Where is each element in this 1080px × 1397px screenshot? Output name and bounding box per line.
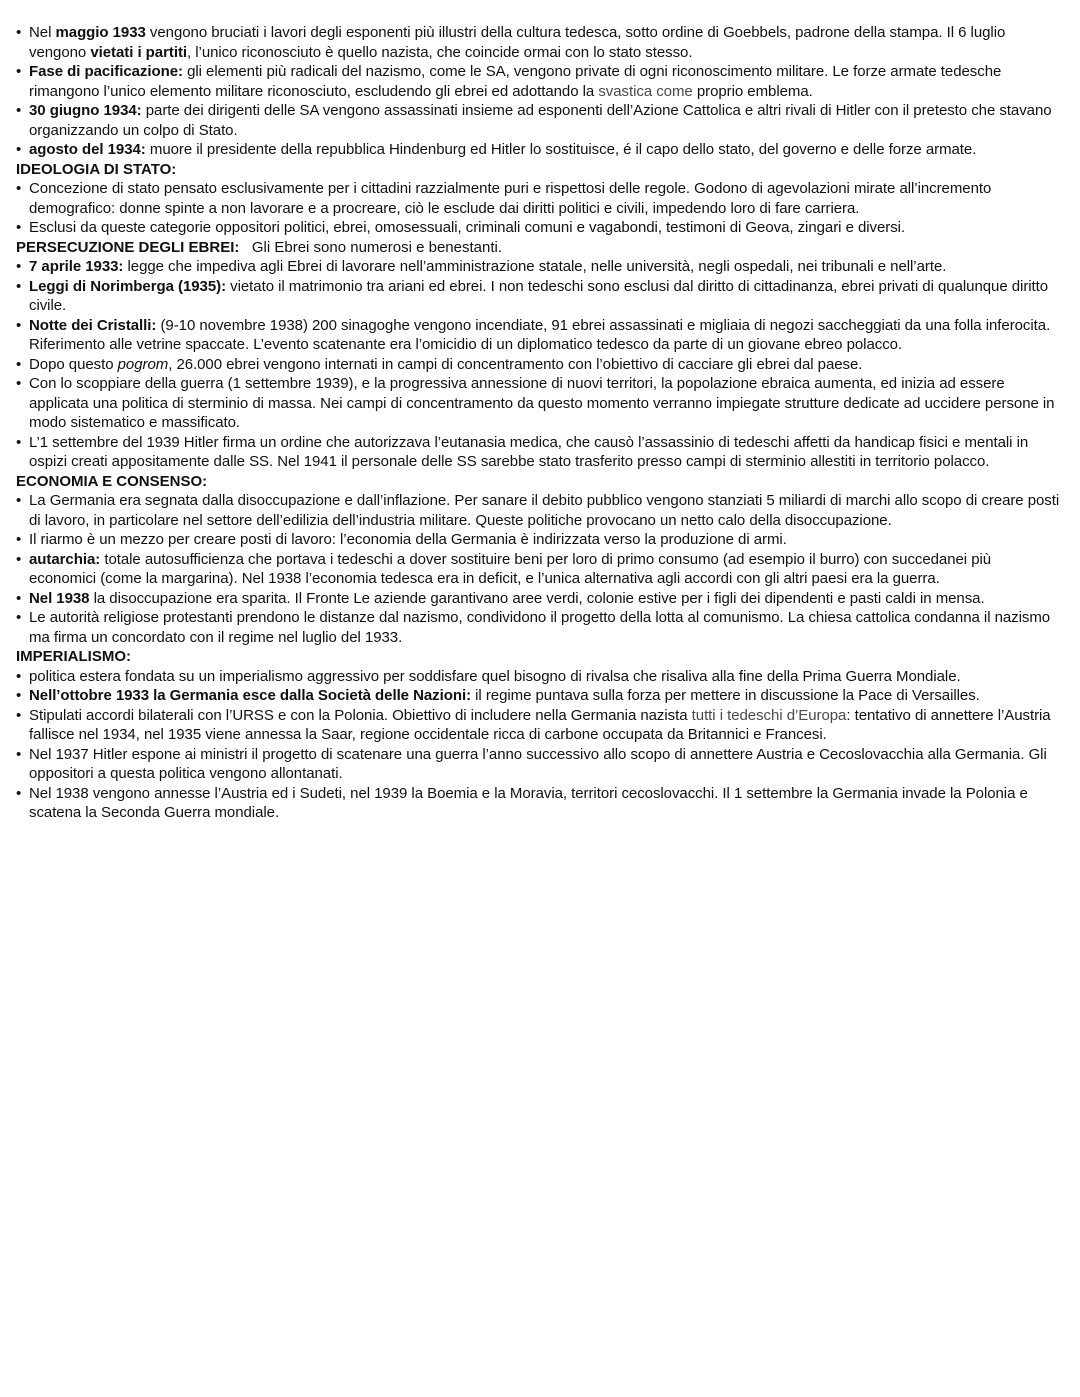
text-segment: , l’unico riconosciuto è quello nazista, che coincide ormai con lo stato stesso. <box>187 43 693 61</box>
bullet-item <box>16 23 1062 62</box>
bullet-item <box>16 550 1062 589</box>
section-title-text: IMPERIALISMO: <box>16 648 131 665</box>
bullet-item <box>16 784 1062 823</box>
text-segment: legge che impediva agli Ebrei di lavorare nell’amministrazione statale, nelle università, negli ospedali, nei tribunali e nell’arte. <box>123 258 947 275</box>
text-segment: svastica come <box>598 82 693 100</box>
text-segment: Dopo questo <box>29 355 118 373</box>
text-segment: tutti i tedeschi d’Europa <box>691 706 847 724</box>
bold-text: Fase di pacificazione: <box>29 63 183 80</box>
section-title <box>16 647 1062 667</box>
bullet-item <box>16 667 1062 687</box>
bold-text: maggio 1933 <box>55 24 146 41</box>
text-segment: parte dei dirigenti delle SA vengono assassinati insieme ad esponenti dell’Azione Cattolica e altri rivali di Hitler con il pretesto che stavano organizzando un colpo di Stato. <box>29 102 1052 139</box>
bold-text: Leggi di Norimberga (1935): <box>29 277 227 295</box>
text-segment: (9-10 novembre 1938) 200 sinagoghe vengono incendiate, 91 ebrei assassinati e migliaia di negozi saccheggiati da una folla inferocita. Riferimento alle vetrine spaccate. L’evento scatenante era l’omicidio di un diplomatico tedesco da parte di un giovane ebreo polacco. <box>29 316 1051 353</box>
bullet-item <box>16 374 1062 433</box>
bullet-item <box>16 140 1062 160</box>
bullet-item <box>16 491 1062 530</box>
text-segment: Il riarmo è un mezzo per creare posti di lavoro: l’economia della Germania è indirizzata verso la produzione di armi. <box>29 531 787 548</box>
bullet-item <box>16 257 1062 277</box>
text-segment: politica estera fondata su un imperialismo aggressivo per soddisfare quel bisogno di rivalsa che risaliva alla fine della Prima Guerra Mondiale. <box>29 667 961 685</box>
text-segment: vietato il matrimonio tra ariani ed ebrei. I non tedeschi sono esclusi dal diritto di cittadinanza, ebrei privati di qualunque diritto civile. <box>29 277 1049 314</box>
bullet-item <box>16 355 1062 375</box>
bullet-item <box>16 316 1062 355</box>
bold-text: autarchia: <box>29 550 101 568</box>
section-title <box>16 472 1062 492</box>
text-segment: totale autosufficienza che portava i tedeschi a dover sostituire beni per loro di primo consumo (ad esempio il burro) con succedanei più economici (come la margarina). Nel 1938 l’economia tedesca era in deficit, e l’unica alternativa agli accordi con gli altri paesi era la guerra. <box>29 550 992 587</box>
bullet-list <box>16 257 1062 472</box>
text-segment: Con lo scoppiare della guerra (1 settembre 1939), e la progressiva annessione di nuovi territori, la popolazione ebraica aumenta, ed inizia ad essere applicata una politica di sterminio di massa. Nei campi di concentramento da questo momento verranno impiegate strutture dedicate ad uccidere persone in modo sistematico e massificato. <box>29 375 1055 431</box>
bold-text: vietati i partiti <box>90 43 188 61</box>
bullet-item <box>16 179 1062 218</box>
text-segment: Nel 1938 vengono annesse l’Austria ed i Sudeti, nel 1939 la Boemia e la Moravia, territori cecoslovacchi. Il 1 settembre la Germania invade la Polonia e scatena la Seconda Guerra mondiale. <box>29 784 1028 821</box>
section <box>16 647 1062 823</box>
bullet-list <box>16 179 1062 238</box>
bullet-item <box>16 101 1062 140</box>
section-title <box>16 160 1062 180</box>
bullet-list <box>16 491 1062 647</box>
section-title-text: IDEOLOGIA DI STATO: <box>16 160 177 178</box>
bullet-item <box>16 530 1062 550</box>
text-segment: Nel <box>29 24 56 41</box>
section <box>16 472 1062 648</box>
bullet-item <box>16 277 1062 316</box>
bullet-item <box>16 218 1062 238</box>
section <box>16 160 1062 238</box>
bold-text: 30 giugno 1934: <box>29 102 142 119</box>
bullet-item <box>16 686 1062 706</box>
section-title-note: Gli Ebrei sono numerosi e benestanti. <box>239 238 502 256</box>
section-title <box>16 238 1062 258</box>
bold-text: Nell’ottobre 1933 la Germania esce dalla Società delle Nazioni: <box>29 687 472 704</box>
section <box>16 23 1062 160</box>
text-segment: Concezione di stato pensato esclusivamente per i cittadini razzialmente puri e rispettosi delle regole. Godono di agevolazioni mirate all’incremento demografico: donne spinte a non lavorare e a procreare, ciò le esclude dai diritti politici e civili, impedendo loro di fare carriera. <box>29 180 992 217</box>
bold-text: Notte dei Cristalli: <box>29 316 157 334</box>
bullet-item <box>16 608 1062 647</box>
text-segment: vengono bruciati i lavori degli esponenti più illustri della cultura tedesca, sotto ordine di Goebbels, padrone della stampa. Il 6 luglio vengono <box>29 24 1006 61</box>
bullet-item <box>16 433 1062 472</box>
text-segment: gli elementi più radicali del nazismo, come le SA, vengono private di ogni riconoscimento militare. Le forze armate tedesche rimangono l’unico elemento militare riconosciuto, escludendo gli ebrei ed adottando la <box>29 63 1002 100</box>
bold-text: 7 aprile 1933: <box>29 258 124 275</box>
bold-text: agosto del 1934: <box>29 141 146 158</box>
text-segment: la disoccupazione era sparita. Il Fronte Le aziende garantivano aree verdi, colonie estive per i figli dei dipendenti e pasti caldi in mensa. <box>89 589 985 607</box>
text-segment: La Germania era segnata dalla disoccupazione e dall’inflazione. Per sanare il debito pubblico vengono stanziati 5 miliardi di marchi allo scopo di creare posti di lavoro, in particolare nel settore dell’edilizia dell’industria militare. Queste politiche provocano un netto calo della disoccupazione. <box>29 492 1060 529</box>
text-segment: , 26.000 ebrei vengono internati in campi di concentramento con l’obiettivo di cacciare gli ebrei dal paese. <box>168 355 863 373</box>
text-segment: proprio emblema. <box>692 82 813 100</box>
bullet-list <box>16 23 1062 160</box>
text-segment: Esclusi da queste categorie oppositori politici, ebrei, omosessuali, criminali comuni e vagabondi, testimoni di Geova, zingari e diversi. <box>29 219 906 236</box>
text-segment: Nel 1937 Hitler espone ai ministri il progetto di scatenare una guerra l’anno successivo allo scopo di annettere Austria e Cecoslovacchia alla Germania. Gli oppositori a questa politica vengono allontanati. <box>29 745 1047 782</box>
bullet-item <box>16 706 1062 745</box>
text-segment: L’1 settembre del 1939 Hitler firma un ordine che autorizzava l’eutanasia medica, che causò l’assassinio di tedeschi affetti da handicap fisici e mentali in ospizi creati appositamente dalle SS. Nel 1941 il personale delle SS sarebbe stato trasferito presso campi di sterminio allestiti in territorio polacco. <box>29 433 1029 470</box>
text-segment: il regime puntava sulla forza per mettere in discussione la Pace di Versailles. <box>471 687 980 704</box>
text-segment: muore il presidente della repubblica Hindenburg ed Hitler lo sostituisce, é il capo dello stato, del governo e delle forze armate. <box>145 141 977 158</box>
bullet-list <box>16 667 1062 823</box>
text-segment: Stipulati accordi bilaterali con l’URSS e con la Polonia. Obiettivo di includere nella Germania nazista <box>29 706 692 724</box>
section-title-text: ECONOMIA E CONSENSO: <box>16 472 208 490</box>
bullet-item <box>16 745 1062 784</box>
bullet-item <box>16 62 1062 101</box>
text-segment: Le autorità religiose protestanti prendono le distanze dal nazismo, condividono il progetto della lotta al comunismo. La chiesa cattolica condanna il nazismo ma firma un concordato con il regime nel luglio del 1933. <box>29 609 1051 646</box>
bullet-item <box>16 589 1062 609</box>
bold-text: Nel 1938 <box>29 589 90 607</box>
section <box>16 238 1062 472</box>
italic-text: pogrom <box>117 355 169 373</box>
section-title-text: PERSECUZIONE DEGLI EBREI: <box>16 238 240 256</box>
text-segment: : tentativo di annettere l’Austria fallisce nel 1934, nel 1935 viene annessa la Saar, regione occidentale ricca di carbone occupata da Britannici e Francesi. <box>29 706 1051 743</box>
